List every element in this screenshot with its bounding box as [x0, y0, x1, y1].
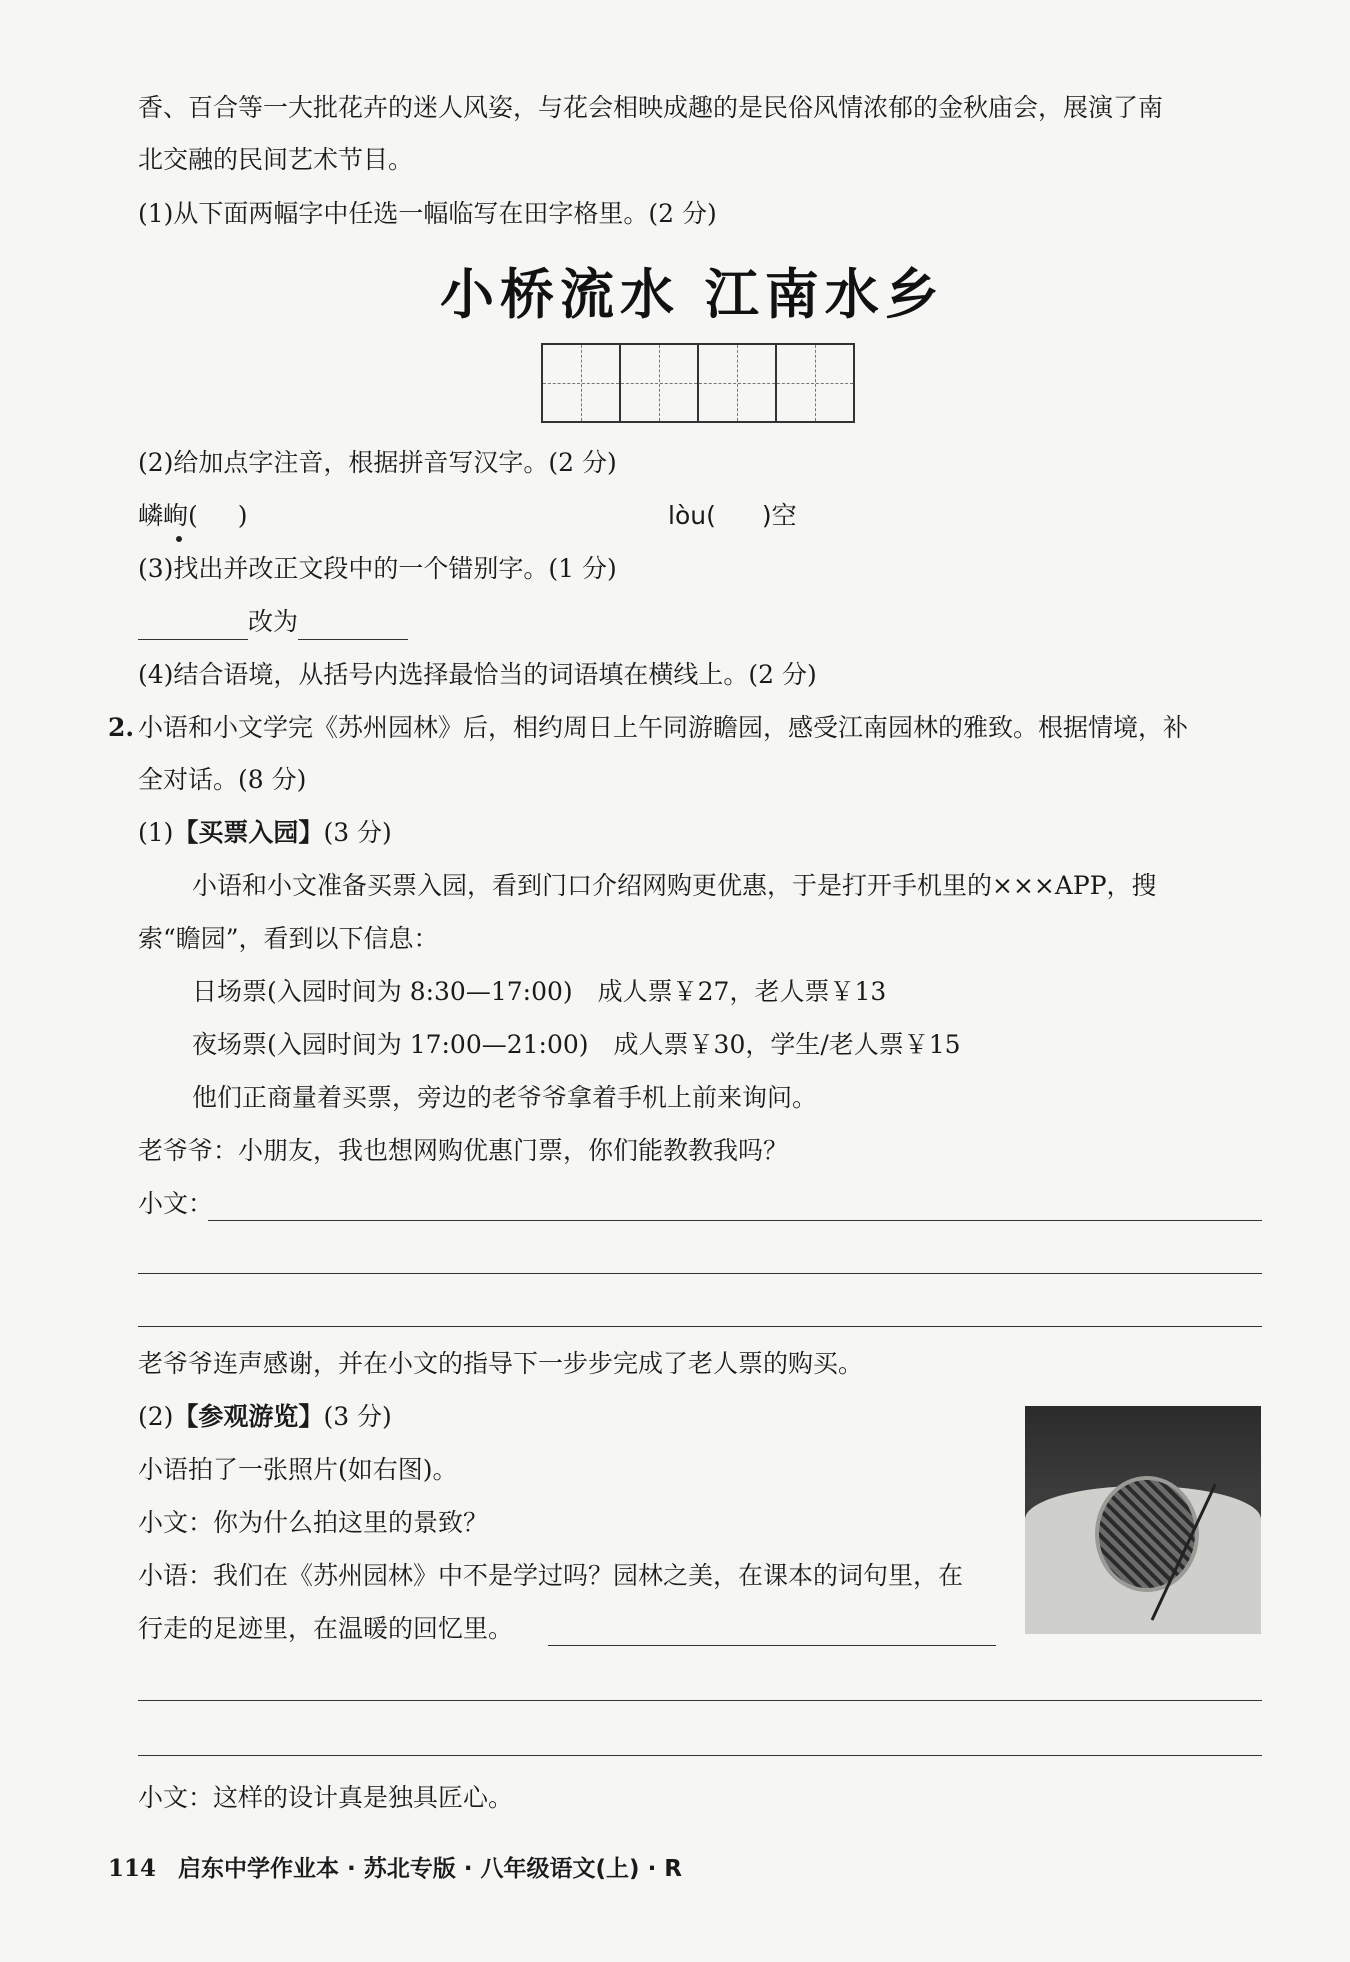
answer-line[interactable]	[138, 1755, 1262, 1756]
xiaowen-end: 小文：这样的设计真是独具匠心。	[138, 1783, 514, 1812]
answer-line[interactable]	[548, 1645, 996, 1646]
thanks-line: 老爷爷连声感谢，并在小文的指导下一步步完成了老人票的购买。	[138, 1349, 864, 1378]
q2-part1-heading	[138, 815, 392, 851]
part2-score: (3 分)	[323, 1402, 392, 1431]
q2-part2-heading	[138, 1399, 392, 1435]
xiaoyu-line-1: 小语：我们在《苏州园林》中不是学过吗？园林之美，在课本的词句里，在	[138, 1561, 964, 1590]
part1-number: (1)	[138, 818, 174, 847]
part1-title: 【买票入园】	[173, 818, 324, 847]
q1-sub2: (2)给加点字注音，根据拼音写汉字。(2 分)	[138, 448, 617, 477]
paragraph-line-1: 香、百合等一大批花卉的迷人风姿，与花会相映成趣的是民俗风情浓郁的金秋庙会，展演了南	[138, 93, 1164, 122]
q2-number: 2.	[108, 713, 135, 742]
q1-sub4: (4)结合语境，从括号内选择最恰当的词语填在横线上。(2 分)	[138, 660, 817, 689]
part1-score: (3 分)	[323, 818, 392, 847]
pinyin-left-close: )	[237, 501, 248, 530]
wrong-char-blank[interactable]	[138, 613, 248, 640]
xiaowen-label: 小文：	[138, 1189, 214, 1218]
ticket-day: 日场票(入园时间为 8:30—17:00) 成人票￥27，老人票￥13	[192, 977, 887, 1006]
xiaowen-question: 小文：你为什么拍这里的景致？	[138, 1508, 489, 1537]
correction-line	[138, 604, 408, 640]
change-to-label: 改为	[248, 607, 299, 636]
answer-line[interactable]	[208, 1220, 1262, 1221]
page-number: 114	[108, 1855, 157, 1882]
q1-sub3: (3)找出并改正文段中的一个错别字。(1 分)	[138, 554, 617, 583]
ticket-night: 夜场票(入园时间为 17:00—21:00) 成人票￥30，学生/老人票￥15	[192, 1030, 961, 1059]
tianzige-cell[interactable]	[543, 345, 621, 421]
pinyin-left-word: 嶙峋(	[138, 501, 198, 530]
q1-sub1: (1)从下面两幅字中任选一幅临写在田字格里。(2 分)	[138, 199, 717, 228]
part2-title: 【参观游览】	[173, 1402, 324, 1431]
garden-wall-photo	[1025, 1406, 1261, 1634]
xiaoyu-line-2: 行走的足迹里，在温暖的回忆里。	[138, 1614, 514, 1643]
answer-line[interactable]	[138, 1326, 1262, 1327]
paragraph-line-2: 北交融的民间艺术节目。	[138, 145, 414, 174]
pinyin-right-close: )空	[761, 501, 797, 530]
emphasis-dot	[176, 536, 182, 542]
part1-para-3: 他们正商量着买票，旁边的老爷爷拿着手机上前来询问。	[192, 1083, 818, 1112]
tianzige-grid[interactable]	[541, 343, 855, 423]
tianzige-cell[interactable]	[699, 345, 777, 421]
tianzige-cell[interactable]	[621, 345, 699, 421]
pinyin-right-pinyin: lòu(	[668, 501, 716, 530]
pinyin-right	[668, 498, 797, 534]
photo-line: 小语拍了一张照片(如右图)。	[138, 1455, 458, 1484]
footer	[108, 1850, 682, 1883]
part2-number: (2)	[138, 1402, 174, 1431]
q2-intro-1: 小语和小文学完《苏州园林》后，相约周日上午同游瞻园，感受江南园林的雅致。根据情境，补	[138, 713, 1189, 742]
q2-intro-2: 全对话。(8 分)	[138, 765, 307, 794]
tianzige-cell[interactable]	[777, 345, 853, 421]
book-title: 启东中学作业本 · 苏北专版 · 八年级语文(上) · R	[178, 1856, 683, 1882]
grandpa-line: 老爷爷：小朋友，我也想网购优惠门票，你们能教教我吗？	[138, 1136, 789, 1165]
correct-char-blank[interactable]	[298, 613, 408, 640]
pinyin-left	[138, 498, 248, 534]
part1-para-1: 小语和小文准备买票入园，看到门口介绍网购更优惠，于是打开手机里的×××APP，搜	[192, 871, 1157, 900]
answer-line[interactable]	[138, 1700, 1262, 1701]
answer-line[interactable]	[138, 1273, 1262, 1274]
calligraphy-sample: 小桥流水 江南水乡	[440, 262, 945, 326]
part1-para-2: 索“瞻园”，看到以下信息：	[138, 924, 439, 953]
